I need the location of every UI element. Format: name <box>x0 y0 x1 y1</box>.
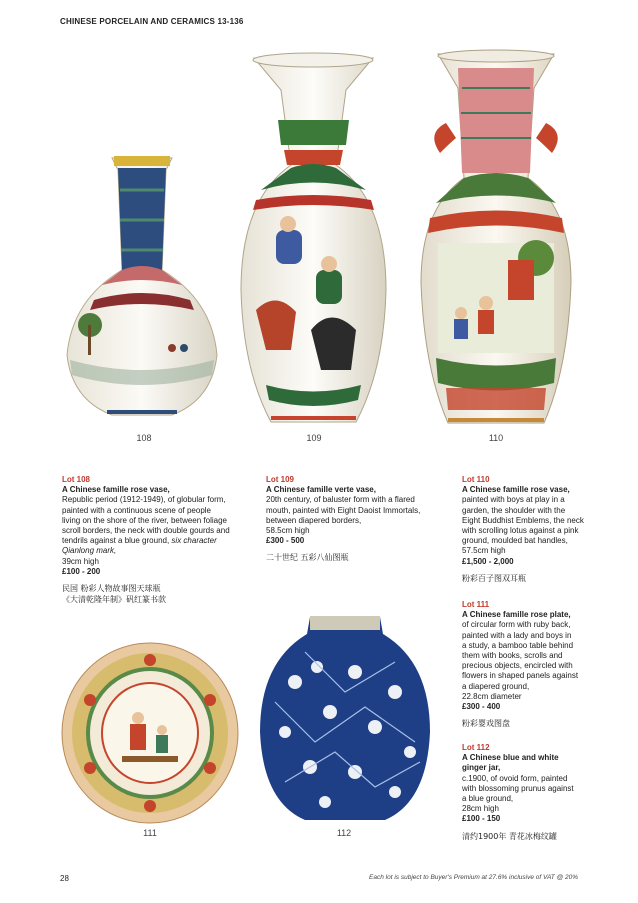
lot-109-description <box>266 475 446 563</box>
mark-italic: Qianlong mark, <box>62 546 117 556</box>
lot-line: of circular form with ruby back, <box>462 620 571 630</box>
lot-height: 22.8cm diameter <box>462 691 522 701</box>
lot-chinese-title: 二十世纪 五彩八仙图瓶 <box>266 553 349 563</box>
lot-111-description <box>462 600 597 729</box>
lot-title: A Chinese famille rose vase, <box>62 485 170 495</box>
figure-number-109: 109 <box>306 433 322 443</box>
lot-line: with scrolling lotus against a pink <box>462 526 579 536</box>
page-header: CHINESE PORCELAIN AND CERAMICS 13-136 <box>60 17 244 26</box>
lot-title: A Chinese famille rose plate, <box>462 610 571 620</box>
lot-title: A Chinese famille rose vase, <box>462 485 570 495</box>
lot-line: flowers in shaped panels against <box>462 671 579 681</box>
lot-line: Republic period (1912-1949), of globular form, <box>62 495 226 505</box>
lot-110-description <box>462 475 597 584</box>
lot-112-description <box>462 743 597 842</box>
lot-line: painted with boys at play in a <box>462 495 565 505</box>
lot-line: living on the shore of the river, between foliage <box>62 515 227 525</box>
vase-109-image <box>236 50 391 430</box>
vase-108-image <box>62 150 222 425</box>
jar-112-image <box>255 612 435 825</box>
lot-number: Lot 109 <box>266 475 295 484</box>
lot-estimate: £100 - 200 <box>62 566 101 576</box>
lot-number: Lot 111 <box>462 600 490 609</box>
lot-height: 58.5cm high <box>266 526 310 536</box>
lot-title: A Chinese famille verte vase, <box>266 485 376 495</box>
lot-estimate: £100 - 150 <box>462 814 501 824</box>
figure-number-108: 108 <box>136 433 152 443</box>
lot-number: Lot 108 <box>62 475 91 484</box>
lot-estimate: £1,500 - 2,000 <box>462 556 514 566</box>
lot-chinese-title: 粉彩婴戏图盘 <box>462 719 510 729</box>
buyers-premium-note: Each lot is subject to Buyer's Premium at 27.6% inclusive of VAT @ 20% <box>369 874 578 881</box>
lot-chinese-title: 粉彩百子图双耳瓶 <box>462 573 526 583</box>
lot-number: Lot 112 <box>462 743 490 752</box>
lot-line: them with books, scrolls and <box>462 651 563 661</box>
lot-estimate: £300 - 400 <box>462 702 501 712</box>
vase-110-image <box>416 48 576 430</box>
page-number: 28 <box>60 874 69 883</box>
lot-line: tendrils against a blue ground, six character <box>62 536 217 546</box>
lot-line: with blossoming prunus against <box>462 783 574 793</box>
lot-line: c.1900, of ovoid form, painted <box>462 773 568 783</box>
lot-number: Lot 110 <box>462 475 490 484</box>
lot-line: a diapered ground, <box>462 681 530 691</box>
lot-height: 28cm high <box>462 804 499 814</box>
lot-line: Eight Buddhist Emblems, the neck <box>462 515 584 525</box>
lot-line: mouth, painted with Eight Daoist Immortals, <box>266 505 421 515</box>
lot-estimate: £300 - 500 <box>266 536 305 546</box>
lot-line: painted with a lady and boys in <box>462 630 572 640</box>
lot-line: garden, the shoulder with the <box>462 505 566 515</box>
lot-line: scroll borders, the neck with double gourds and <box>62 526 230 536</box>
lot-chinese-title: 民国 粉彩人物故事图天球瓶 《大清乾隆年制》矾红篆书款 <box>62 584 166 605</box>
figure-number-112: 112 <box>336 828 352 838</box>
plate-111-image <box>60 640 240 825</box>
lot-line: between diapered borders, <box>266 515 362 525</box>
mark-italic: six character <box>171 536 217 546</box>
figure-number-110: 110 <box>488 433 504 443</box>
lot-108-description <box>62 475 247 605</box>
lot-line: precious objects, encircled with <box>462 661 573 671</box>
lot-line: ground, moulded bat handles, <box>462 536 568 546</box>
lot-title: ginger jar, <box>462 763 501 773</box>
lot-line: a study, a bamboo table behind <box>462 640 574 650</box>
lot-chinese-title: 清约1900年 青花冰梅纹罐 <box>462 831 557 841</box>
lot-line: a blue ground, <box>462 794 514 804</box>
lot-title: A Chinese blue and white <box>462 753 559 763</box>
lot-line: 20th century, of baluster form with a flared <box>266 495 415 505</box>
lot-height: 57.5cm high <box>462 546 506 556</box>
figure-number-111: 111 <box>143 828 157 838</box>
lot-height: 39cm high <box>62 556 99 566</box>
lot-line: painted with a continuous scene of people <box>62 505 211 515</box>
